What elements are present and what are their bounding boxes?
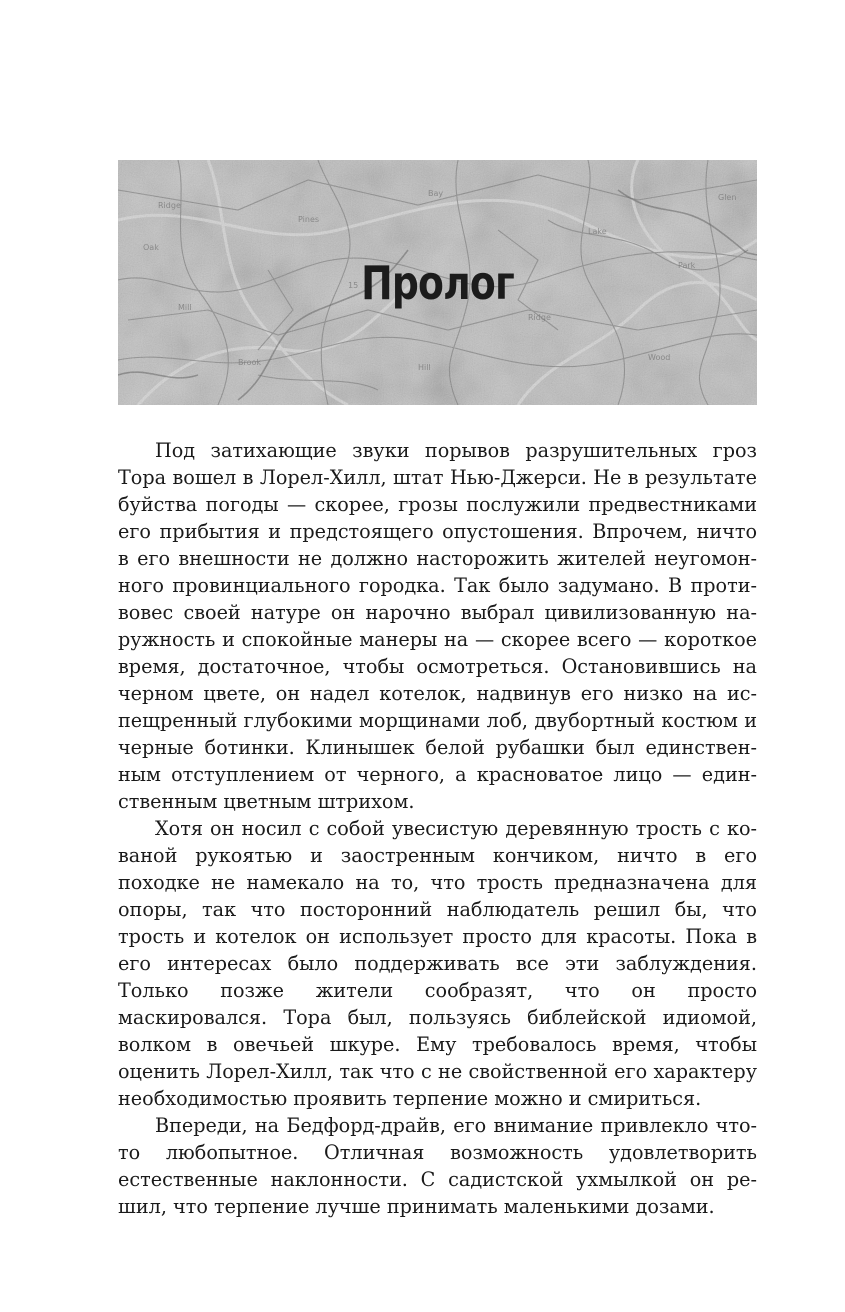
paragraph: Под затихающие звуки порывов разрушительных гроз Тора вошел в Лорел-Хилл, штат Нью-Джерси. Не в результате буйства погоды — скорее, грозы послужили предвестниками его прибытия и предстоящего опустошения. Впрочем, ничто в его внешности не должно насторожить жителей неугомонного провинциального городка. Так было задумано. В противовес своей натуре он нарочно выбрал цивилизованную наружность и спокойные манеры на — скорее всего — короткое время, достаточное, чтобы осмотреться. Остановившись на черном цвете, он надел котелок, надвинув его низко на испещренный глубокими морщинами лоб, двубортный костюм и черные ботинки. Клинышек белой рубашки был единственным отступлением от черного, а красноватое лицо — единственным цветным штрихом. [118, 439, 757, 813]
paragraph: Хотя он носил с собой увесистую деревянную трость с кованой рукоятью и заостренным кончиком, ничто в его походке не намекало на то, что трость предназначена для опоры, так что посторонний наблюдатель решил бы, что трость и котелок он использует просто для красоты. Пока в его интересах было поддерживать все эти заблуждения. Только позже жители сообразят, что он просто маскировался. Тора был, пользуясь библейской идиомой, волком в овечьей шкуре. Ему требовалось время, чтобы оценить Лорел-Хилл, так что с не свойственной его характеру необходимостью проявить терпение можно и смириться. [118, 817, 757, 1110]
chapter-title: Пролог [361, 256, 514, 310]
chapter-body [118, 437, 757, 1220]
paragraph: Впереди, на Бедфорд-драйв, его внимание привлекло что-то любопытное. Отличная возможность удовлетворить естественные наклонности. С садистской ухмылкой он решил, что терпение лучше принимать маленькими дозами. [118, 1114, 757, 1218]
chapter-banner [118, 160, 757, 405]
